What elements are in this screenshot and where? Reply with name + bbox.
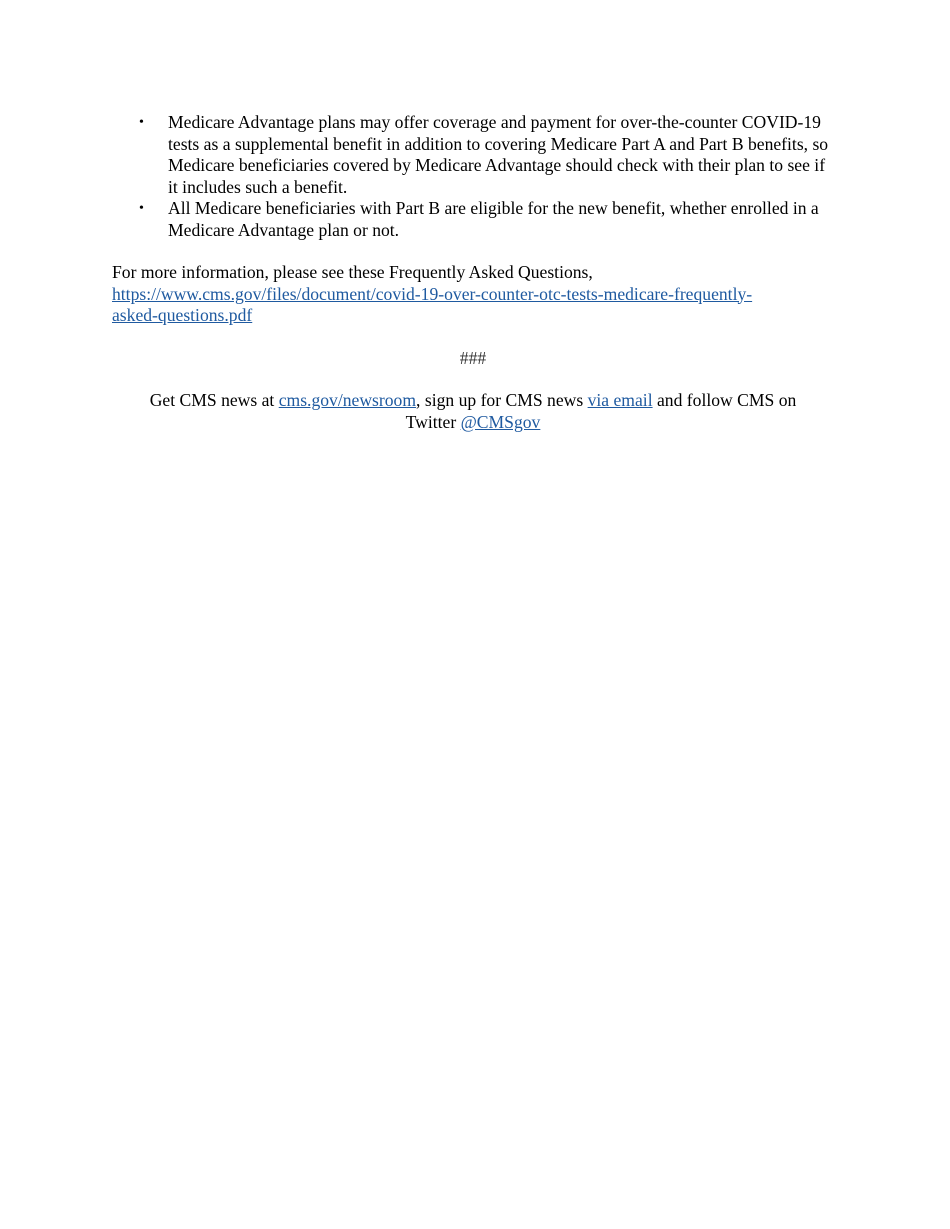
more-info-intro: For more information, please see these Frequently Asked Questions, (112, 262, 593, 282)
bullet-list (112, 112, 834, 241)
more-info-paragraph (112, 262, 834, 327)
bullet-icon: • (139, 115, 144, 130)
bullet-text: All Medicare beneficiaries with Part B are eligible for the new benefit, whether enrolled in a Medicare Advantage plan or not. (168, 198, 819, 240)
bullet-icon: • (139, 201, 144, 216)
bullet-item (112, 198, 834, 241)
twitter-link[interactable]: @CMSgov (460, 411, 541, 432)
faq-link[interactable] (112, 284, 752, 326)
newsroom-link[interactable]: cms.gov/newsroom (278, 390, 417, 410)
footer-text-3: and follow CMS on (652, 390, 797, 410)
document-page (112, 112, 834, 433)
footer-text-4: Twitter (405, 411, 461, 432)
bullet-text: Medicare Advantage plans may offer coverage and payment for over-the-counter COVID-19 tests as a supplemental benefit in addition to covering Medicare Part A and Part B benefits, so Medicare beneficiaries covered by Medicare Advantage should check with their plan to see if it includes such a benefit. (168, 112, 829, 197)
footer-paragraph (112, 390, 834, 433)
faq-link-line2: asked-questions.pdf (112, 305, 253, 325)
faq-link-line1: https://www.cms.gov/files/document/covid-19-over-counter-otc-tests-medicare-frequently- (112, 283, 753, 304)
email-signup-link[interactable]: via email (587, 390, 653, 410)
footer-text-2: , sign up for CMS news (416, 390, 588, 410)
footer-text-1: Get CMS news at (149, 390, 279, 410)
separator: ### (459, 347, 487, 368)
bullet-item (112, 112, 834, 198)
